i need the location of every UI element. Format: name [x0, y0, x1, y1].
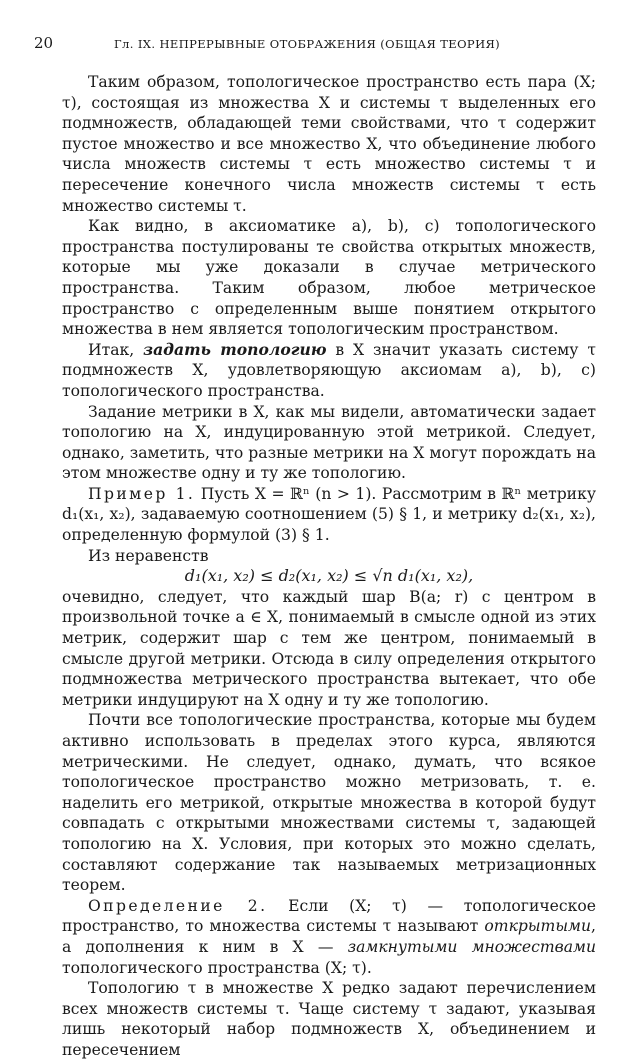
example-label: Пример 1.: [88, 484, 196, 503]
emphasis-term: открытыми: [484, 917, 592, 936]
paragraph-topology-base: Топологию τ в множестве X редко задают перечислением всех множеств системы τ. Чаще систему τ задают, указывая лишь некоторый набор подмножеств X, объединением и пересечением: [62, 979, 596, 1059]
page-header: [34, 34, 594, 56]
paragraph-example-1: [62, 484, 596, 546]
formula-inequality: d₁(x₁, x₂) ≤ d₂(x₁, x₂) ≤ √n d₁(x₁, x₂),: [184, 566, 474, 586]
emphasis-term: задать топологию: [143, 339, 327, 359]
paragraph-definition-2: [62, 896, 596, 978]
text-span: топологического пространства (X; τ).: [62, 958, 372, 977]
text-span: Итак,: [88, 340, 144, 359]
definition-label: Определение 2.: [88, 896, 268, 915]
text-span: Если (X; τ) — топологическое пространство, то множества системы τ называют: [62, 896, 596, 936]
paragraph-topological-space: Таким образом, топологическое пространство есть пара (X; τ), состоящая из множества X и системы τ выделенных его подмножеств, обладающей теми свойствами, что τ содержит пустое множество и все множество X, что объединение любого числа множеств системы τ есть множество системы τ и пересечение конечного числа множеств системы τ есть множество системы τ.: [62, 73, 596, 215]
running-head: Гл. IX. НЕПРЕРЫВНЫЕ ОТОБРАЖЕНИЯ (ОБЩАЯ ТЕОРИЯ): [114, 37, 501, 51]
paragraph-balls: очевидно, следует, что каждый шар B(a; r) с центром в произвольной точке a ∈ X, понимаемый в смысле одной из этих метрик, содержит шар с тем же центром, понимаемый в смысле другой метрики. Отсюда в силу определения открытого подмножества метрического пространства вытекает, что обе метрики индуцируют на X одну и ту же топологию.: [62, 587, 596, 709]
paragraph-metrizable: Почти все топологические пространства, которые мы будем активно использовать в пределах этого курса, являются метрическими. Не следует, однако, думать, что всякое топологическое пространство можно метризовать, т. е. наделить его метрикой, открытые множества в которой будут совпадать с открытыми множествами системы τ, задающей топологию на X. Условия, при которых это можно сделать, составляют содержание так называемых метризационных теорем.: [62, 711, 596, 895]
paragraph-axiomatics: Как видно, в аксиоматике a), b), c) топологического пространства постулированы те свойства открытых множеств, которые мы уже доказали в случае метрического пространства. Таким образом, любое метрическое пространство с определенным выше понятием открытого множества в нем является топологическим пространством.: [62, 217, 596, 339]
page-number: 20: [34, 34, 54, 52]
emphasis-term: замкнутыми множествами: [347, 937, 596, 956]
text-span: в X значит указать систему τ подмножеств X, удовлетворяющую аксиомам a), b), c) топологического пространства.: [62, 340, 596, 400]
text-span: , а дополнения к ним в X —: [62, 917, 596, 956]
paragraph-metric-topology: Задание метрики в X, как мы видели, автоматически задает топологию на X, индуцированную этой метрикой. Следует, однако, заметить, что разные метрики на X могут порождать на этом множестве одну и ту же топологию.: [62, 402, 596, 483]
text-span: Пусть X = ℝⁿ (n > 1). Рассмотрим в ℝⁿ метрику d₁(x₁, x₂), задаваемую соотношением (5) § 1, и метрику d₂(x₁, x₂), определенную формулой (3) § 1.: [62, 484, 597, 545]
paragraph-define-topology: [62, 340, 596, 402]
main-text: [62, 72, 596, 1061]
paragraph-inequalities-intro: Из неравенств: [88, 546, 209, 565]
